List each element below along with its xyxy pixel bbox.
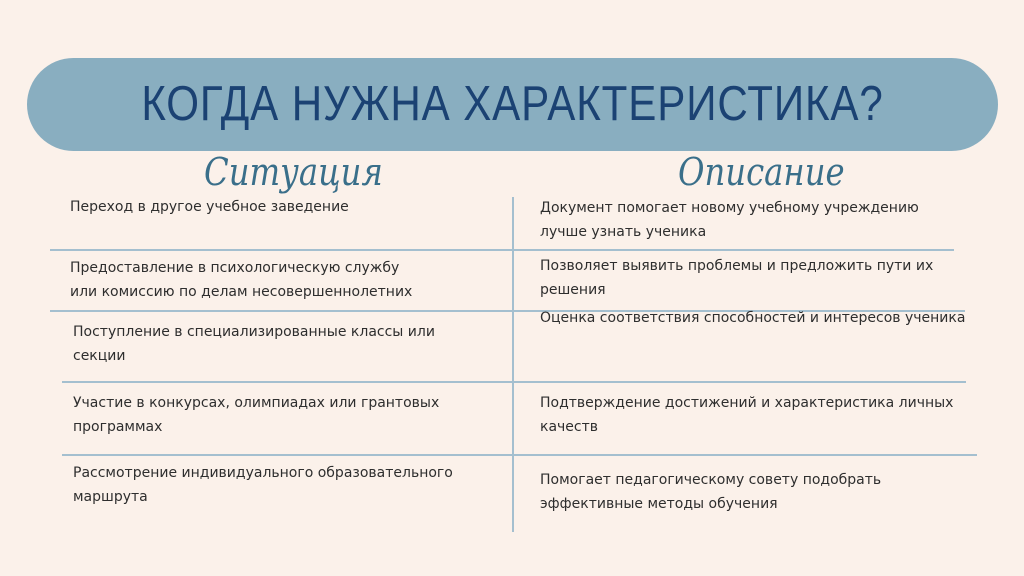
table-cell-description: Оценка соответствия способностей и интересов ученика [540, 310, 966, 326]
page-title: КОГДА НУЖНА ХАРАКТЕРИСТИКА? [141, 77, 884, 131]
table-cell-description: Позволяет выявить проблемы и предложить пути их решения [540, 258, 934, 298]
column-divider [512, 197, 514, 532]
table-cell-situation: Предоставление в психологическую службу или комиссию по делам несовершеннолетних [70, 260, 413, 300]
row-divider [62, 381, 966, 383]
title-banner [27, 58, 998, 151]
table-cell-description: Помогает педагогическому совету подобрать эффективные методы обучения [540, 472, 882, 512]
table-cell-description: Подтверждение достижений и характеристика личных качеств [540, 395, 954, 435]
table-cell-description: Документ помогает новому учебному учреждению лучше узнать ученика [540, 200, 919, 240]
table-cell-situation: Переход в другое учебное заведение [70, 199, 349, 215]
column-header-description: Описание [678, 150, 845, 194]
table-cell-situation: Поступление в специализированные классы или секции [73, 324, 435, 364]
row-divider [62, 454, 977, 456]
column-header-situation: Ситуация [204, 150, 383, 194]
row-divider [50, 249, 954, 251]
table-cell-situation: Рассмотрение индивидуального образовательного маршрута [73, 465, 453, 505]
table-cell-situation: Участие в конкурсах, олимпиадах или грантовых программах [73, 395, 440, 435]
